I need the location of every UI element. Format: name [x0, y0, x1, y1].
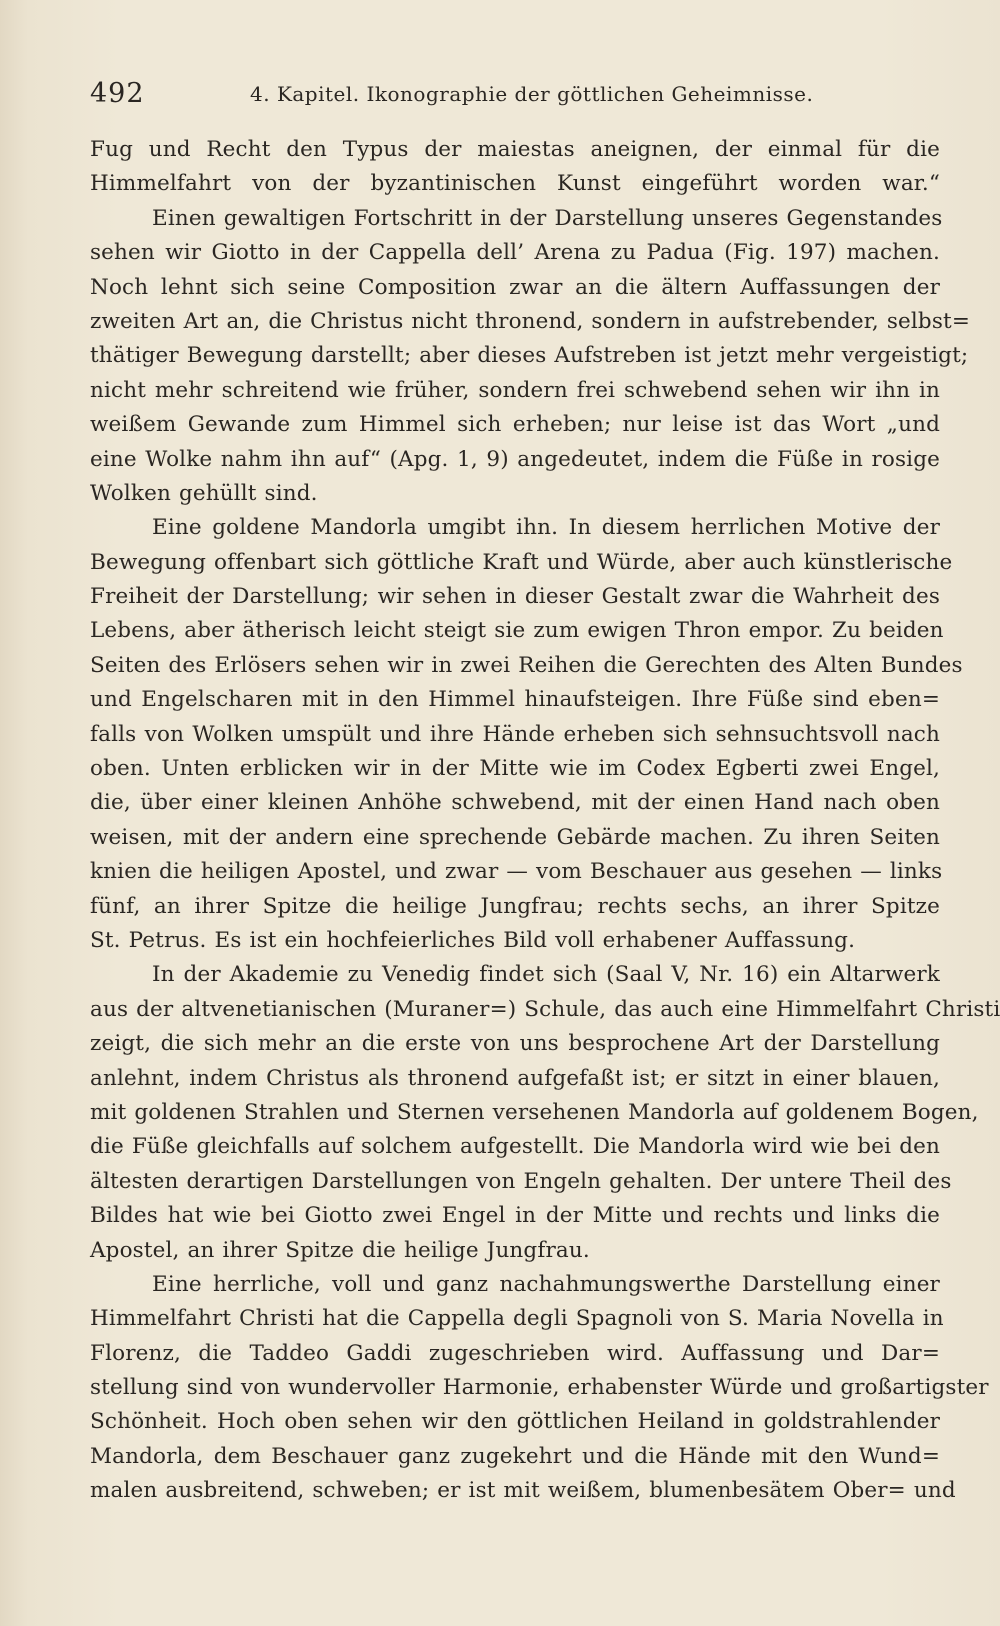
body-text: [90, 133, 1000, 1509]
text-line: nicht mehr schreitend wie früher, sondern frei schwebend sehen wir ihn in: [90, 377, 940, 403]
text-line: Fug und Recht den Typus der maiestas aneignen, der einmal für die: [90, 137, 940, 162]
text-line: Bildes hat wie bei Giotto zwei Engel in der Mitte und rechts und links die: [90, 1203, 940, 1229]
page-header: [90, 78, 940, 118]
text-line: fünf, an ihrer Spitze die heilige Jungfrau; rechts sechs, an ihrer Spitze: [90, 893, 940, 919]
text-line: Florenz, die Taddeo Gaddi zugeschrieben wird. Auffassung und Dar=: [90, 1340, 940, 1366]
text-line: Einen gewaltigen Fortschritt in der Darstellung unseres Gegenstandes: [152, 205, 943, 231]
text-line: Himmelfahrt von der byzantinischen Kunst eingeführt worden war.“: [90, 171, 940, 197]
text-line: sehen wir Giotto in der Cappella dell’ Arena zu Padua (Fig. 197) machen.: [90, 240, 940, 266]
text-line: anlehnt, indem Christus als thronend aufgefaßt ist; er sitzt in einer blauen,: [90, 1065, 940, 1091]
text-line: eine Wolke nahm ihn auf“ (Apg. 1, 9) angedeutet, indem die Füße in rosige: [90, 446, 940, 472]
page-number: 492: [90, 78, 145, 109]
text-line: Seiten des Erlösers sehen wir in zwei Reihen die Gerechten des Alten Bundes: [90, 652, 963, 678]
text-line: zweiten Art an, die Christus nicht thronend, sondern in aufstrebender, selbst=: [90, 308, 970, 334]
text-line: aus der altvenetianischen (Muraner=) Schule, das auch eine Himmelfahrt Christi: [90, 996, 1000, 1022]
text-line: mit goldenen Strahlen und Sternen versehenen Mandorla auf goldenem Bogen,: [90, 1099, 979, 1125]
text-line: weißem Gewande zum Himmel sich erheben; nur leise ist das Wort „und: [90, 412, 940, 438]
text-line: ältesten derartigen Darstellungen von Engeln gehalten. Der untere Theil des: [90, 1168, 952, 1194]
text-line: zeigt, die sich mehr an die erste von uns besprochene Art der Darstellung: [90, 1031, 940, 1057]
text-line: Noch lehnt sich seine Composition zwar an die ältern Auffassungen der: [90, 274, 940, 300]
text-line: weisen, mit der andern eine sprechende Gebärde machen. Zu ihren Seiten: [90, 824, 940, 850]
text-line: Lebens, aber ätherisch leicht steigt sie zum ewigen Thron empor. Zu beiden: [90, 618, 944, 644]
text-line: stellung sind von wundervoller Harmonie, erhabenster Würde und großartigster: [90, 1375, 989, 1401]
text-line: Eine goldene Mandorla umgibt ihn. In diesem herrlichen Motive der: [152, 515, 940, 541]
text-line: die Füße gleichfalls auf solchem aufgestellt. Die Mandorla wird wie bei den: [90, 1134, 940, 1160]
text-line: Bewegung offenbart sich göttliche Kraft und Würde, aber auch künstlerische: [90, 549, 953, 575]
text-line: Schönheit. Hoch oben sehen wir den göttlichen Heiland in goldstrahlender: [90, 1409, 940, 1435]
text-line: Apostel, an ihrer Spitze die heilige Jungfrau.: [90, 1237, 590, 1263]
text-line: Mandorla, dem Beschauer ganz zugekehrt und die Hände mit den Wund=: [90, 1443, 940, 1469]
text-line: und Engelscharen mit in den Himmel hinaufsteigen. Ihre Füße sind eben=: [90, 687, 940, 713]
text-line: St. Petrus. Es ist ein hochfeierliches Bild voll erhabener Auffassung.: [90, 927, 856, 953]
text-line: knien die heiligen Apostel, und zwar — vom Beschauer aus gesehen — links: [90, 859, 943, 885]
text-line: thätiger Bewegung darstellt; aber dieses Aufstreben ist jetzt mehr vergeistigt;: [90, 343, 969, 369]
text-line: falls von Wolken umspült und ihre Hände erheben sich sehnsuchtsvoll nach: [90, 721, 940, 747]
text-line: oben. Unten erblicken wir in der Mitte wie im Codex Egberti zwei Engel,: [90, 756, 940, 782]
text-line: die, über einer kleinen Anhöhe schwebend, mit der einen Hand nach oben: [90, 790, 940, 816]
text-line: Freiheit der Darstellung; wir sehen in dieser Gestalt zwar die Wahrheit des: [90, 584, 940, 610]
text-line: Wolken gehüllt sind.: [90, 480, 318, 506]
text-line: malen ausbreitend, schweben; er ist mit weißem, blumenbesätem Ober= und: [90, 1478, 956, 1504]
text-line: Eine herrliche, voll und ganz nachahmungswerthe Darstellung einer: [152, 1271, 940, 1297]
running-head: 4. Kapitel. Ikonographie der göttlichen Geheimnisse.: [250, 82, 814, 106]
text-line: In der Akademie zu Venedig findet sich (Saal V, Nr. 16) ein Altarwerk: [152, 962, 940, 988]
text-line: Himmelfahrt Christi hat die Cappella degli Spagnoli von S. Maria Novella in: [90, 1306, 944, 1332]
